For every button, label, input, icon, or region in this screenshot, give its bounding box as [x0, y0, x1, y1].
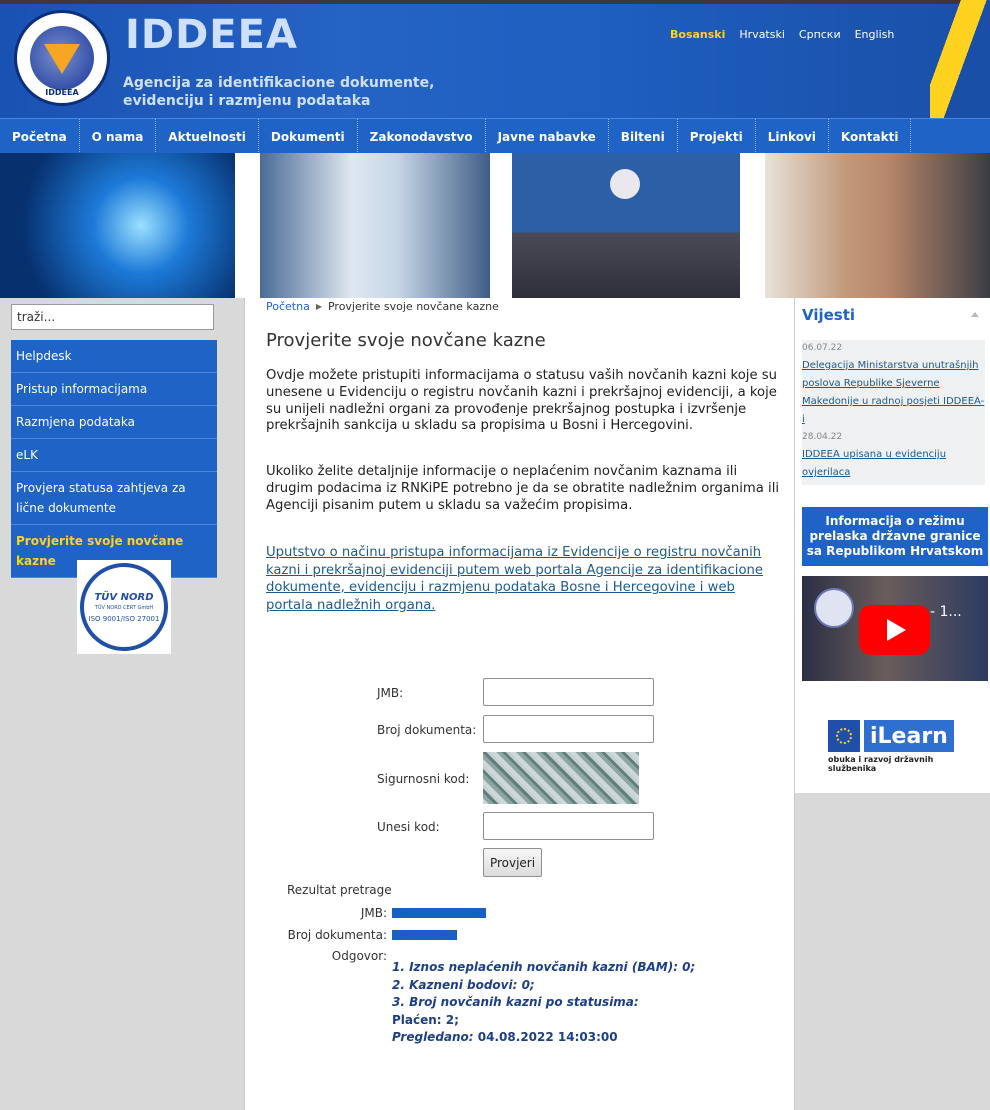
nav-zakonodavstvo[interactable]: Zakonodavstvo [358, 119, 486, 154]
page-title: Provjerite svoje novčane kazne [266, 330, 546, 351]
nav-aktuelnosti[interactable]: Aktuelnosti [156, 119, 259, 154]
banner-datacenter-image [260, 153, 490, 298]
logo-label: IDDEEA [45, 88, 79, 97]
sidebar-item-helpdesk[interactable]: Helpdesk [11, 340, 217, 373]
iddeea-logo[interactable] [14, 10, 110, 106]
sidebar-item-pristup-informacijama[interactable]: Pristup informacijama [11, 373, 217, 406]
main-content [244, 298, 795, 1110]
lang-bosanski[interactable]: Bosanski [670, 28, 726, 41]
breadcrumb-home[interactable]: Početna [266, 300, 310, 313]
tagline-line2: evidenciju i razmjenu podataka [123, 93, 371, 109]
nav-javne-nabavke[interactable]: Javne nabavke [486, 119, 609, 154]
doc-number-input[interactable] [483, 715, 654, 743]
jmb-label: JMB: [377, 686, 404, 700]
right-sidebar [795, 298, 990, 1110]
logo-emblem-icon [30, 26, 94, 90]
doc-number-label: Broj dokumenta: [377, 723, 477, 737]
ilearn-subtitle: obuka i razvoj državnih službenika [828, 755, 934, 773]
ilearn-logo: iLearn [864, 720, 954, 752]
tuv-certificate-badge [77, 560, 171, 654]
result-jmb-label: JMB: [360, 906, 387, 920]
sidebar-item-novcane-kazne[interactable]: Provjerite svoje novčane kazne [11, 525, 217, 578]
left-sidebar [0, 298, 244, 1110]
ilearn-banner[interactable] [828, 720, 961, 773]
code-input[interactable] [483, 812, 654, 840]
jmb-input[interactable] [483, 678, 654, 706]
banner-handshake-image [765, 153, 990, 298]
site-tagline [123, 74, 434, 110]
nav-dokumenti[interactable]: Dokumenti [259, 119, 358, 154]
play-icon[interactable] [859, 605, 930, 655]
sidebar-item-razmjena-podataka[interactable]: Razmjena podataka [11, 406, 217, 439]
tuv-brand: TÜV NORD [94, 591, 154, 603]
captcha-image [483, 752, 639, 804]
news-item [802, 429, 985, 485]
sidebar-item-elk[interactable]: eLK [11, 439, 217, 472]
lang-srpski[interactable]: Српски [798, 28, 841, 41]
news-link[interactable]: IDDEEA upisana u evidenciju ovjerilaca [802, 449, 947, 478]
news-item [802, 340, 985, 432]
sidebar-menu [11, 340, 217, 578]
tuv-iso: ISO 9001/ISO 27001 [88, 614, 160, 623]
guide-link[interactable]: Uputstvo o načinu pristupa informacijama iz Evidencije o registru novčanih kazni i prekršajnoj evidenciji putem web portala Agencije za identifikacione dokumente, evidenciju i razmjenu podataka Bosne i Hercegovine i web portala nadležnih organa. [266, 545, 764, 613]
site-brand: IDDEEA [125, 12, 298, 58]
answer-reviewed-label: Pregledano: [392, 1030, 474, 1044]
news-panel [795, 298, 990, 793]
code-label: Unesi kod: [377, 820, 440, 834]
video-embed[interactable] [802, 576, 988, 681]
site-header [0, 0, 990, 118]
video-title: - 1... [930, 604, 962, 620]
news-date: 28.04.22 [802, 432, 843, 442]
tuv-small: TÜV NORD CERT GmbH [94, 604, 154, 611]
result-answer-label: Odgovor: [331, 949, 387, 963]
search-input[interactable] [11, 304, 214, 330]
banner-conference-image [512, 153, 740, 298]
lang-english[interactable]: English [854, 28, 895, 41]
top-border [0, 0, 990, 4]
redacted-doc-number [392, 930, 457, 940]
intro-paragraph: Ovdje možete pristupiti informacijama o statusu vaših novčanih kazni koje su unesene u Evidenciju o registru novčanih kazni i prekršajnoj evidenciji, a koje su unijeli nadležni organi za provođenje prekršajnog postupka i izvršenje prekršajnih sankcija u skladu sa propisima u Bosni i Hercegovini. [266, 368, 777, 434]
nav-bilteni[interactable]: Bilteni [609, 119, 678, 154]
news-date: 06.07.22 [802, 343, 843, 353]
result-doc-label: Broj dokumenta: [287, 928, 387, 942]
breadcrumb-arrow-icon: ▶ [315, 302, 322, 311]
answer-line-status: 3. Broj novčanih kazni po statusima: [392, 995, 639, 1009]
redacted-jmb [392, 908, 486, 918]
collapse-caret-icon[interactable] [971, 312, 979, 317]
tuv-ring-icon [80, 563, 168, 651]
info-paragraph: Ukoliko želite detaljnije informacije o neplaćenim novčanim kaznama ili drugim podacima iz RNKiPE potrebno je da se obratite nadležnim organima ili Agenciji pisanim putem u skladu sa važećim propisima. [266, 464, 780, 513]
tagline-line1: Agencija za identifikacione dokumente, [123, 75, 435, 91]
eu-flag-icon [828, 720, 860, 752]
result-heading: Rezultat pretrage [287, 883, 392, 897]
breadcrumb [266, 300, 499, 313]
nav-linkovi[interactable]: Linkovi [756, 119, 829, 154]
news-title: Vijesti [802, 306, 856, 324]
banner-network-image [0, 153, 235, 298]
channel-logo-icon [814, 588, 854, 628]
nav-o-nama[interactable]: O nama [80, 119, 157, 154]
flag-stripe-decoration [930, 0, 990, 118]
breadcrumb-current: Provjerite svoje novčane kazne [327, 300, 499, 313]
answer-line-unpaid: 1. Iznos neplaćenih novčanih kazni (BAM): 0; [392, 960, 696, 974]
answer-line-points: 2. Kazneni bodovi: 0; [392, 977, 535, 992]
news-link[interactable]: Delegacija Ministarstva unutrašnjih poslova Republike Sjeverne Makedonije u radnoj posjeti IDDEEA-i [802, 360, 985, 425]
answer-line-paid: Plaćen: 2; [392, 1012, 459, 1027]
nav-projekti[interactable]: Projekti [678, 119, 756, 154]
result-answer [392, 959, 695, 1047]
nav-kontakti[interactable]: Kontakti [829, 119, 912, 154]
lang-hrvatski[interactable]: Hrvatski [739, 28, 785, 41]
sidebar-item-provjera-statusa[interactable]: Provjera statusa zahtjeva za lične dokumente [11, 472, 217, 525]
check-button[interactable]: Provjeri [483, 848, 542, 877]
header-banner [0, 153, 990, 298]
answer-reviewed-value: 04.08.2022 14:03:00 [477, 1030, 618, 1044]
border-crossing-info-banner[interactable]: Informacija o režimu prelaska državne granice sa Republikom Hrvatskom [802, 507, 988, 566]
captcha-label: Sigurnosni kod: [377, 772, 470, 786]
main-nav [0, 118, 990, 153]
nav-pocetna[interactable]: Početna [0, 119, 80, 154]
language-switcher [670, 28, 894, 41]
